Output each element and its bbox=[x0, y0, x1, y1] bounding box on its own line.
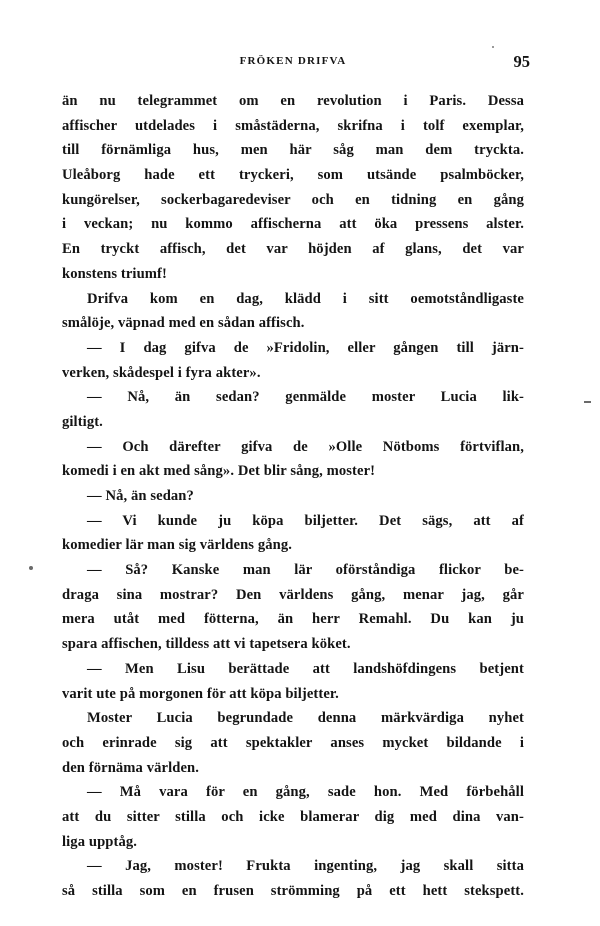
text-line: giltigt. bbox=[62, 413, 103, 430]
text-line: — I dag gifva de »Fridolin, eller gången till järn- bbox=[87, 339, 524, 356]
text-line: så stilla som en frusen strömming på ett hett stekspett. bbox=[62, 883, 524, 899]
text-line: verken, skådespel i fyra akter». bbox=[62, 364, 261, 381]
text-line: Drifva kom en dag, klädd i sitt oemotståndligaste bbox=[87, 290, 524, 307]
text-line: mera utåt med fötterna, än herr Remahl. Du kan ju bbox=[62, 611, 524, 628]
text-line: komedi i en akt med sång». Det blir sång, moster! bbox=[62, 463, 376, 480]
text-line: konstens triumf! bbox=[62, 265, 167, 282]
running-header bbox=[62, 52, 530, 75]
text-line: — Vi kunde ju köpa biljetter. Det sägs, att af bbox=[87, 512, 524, 529]
text-line: smålöje, väpnad med en sådan affisch. bbox=[62, 315, 305, 332]
text-line: — Och därefter gifva de »Olle Nötboms förtviflan, bbox=[87, 438, 524, 455]
print-speck bbox=[492, 46, 494, 48]
text-line: — Nå, än sedan? bbox=[87, 488, 194, 504]
text-line: draga sina mostrar? Den världens gång, menar jag, går bbox=[62, 586, 524, 603]
running-title: FRÖKEN DRIFVA bbox=[239, 55, 347, 67]
body-text bbox=[62, 89, 524, 904]
page-number: 95 bbox=[513, 52, 530, 71]
text-line: Uleåborg hade ett tryckeri, som utsände psalmböcker, bbox=[62, 167, 524, 184]
text-line: En tryckt affisch, det var höjden af glans, det var bbox=[62, 241, 524, 258]
text-line: liga upptåg. bbox=[62, 833, 138, 850]
text-line: i veckan; nu kommo affischerna att öka pressens alster. bbox=[62, 216, 524, 233]
text-line: än nu telegrammet om en revolution i Paris. Dessa bbox=[62, 93, 524, 109]
text-line: spara affischen, tilldess att vi tapetsera köket. bbox=[62, 636, 351, 653]
text-line: till förnämliga hus, men här såg man dem tryckta. bbox=[62, 142, 524, 159]
text-line: — Nå, än sedan? genmälde moster Lucia lik- bbox=[87, 389, 524, 406]
text-line: den förnäma världen. bbox=[62, 759, 199, 776]
text-line: varit ute på morgonen för att köpa biljetter. bbox=[62, 685, 339, 702]
text-line: — Så? Kanske man lär oförståndiga flickor be- bbox=[87, 562, 524, 579]
text-line: komedier lär man sig världens gång. bbox=[62, 537, 292, 554]
text-line: kungörelser, sockerbagaredeviser och en tidning en gång bbox=[62, 191, 524, 208]
text-line: Moster Lucia begrundade denna märkvärdiga nyhet bbox=[87, 710, 524, 727]
margin-mark bbox=[584, 401, 591, 403]
text-line: — Må vara för en gång, sade hon. Med förbehåll bbox=[87, 784, 524, 801]
text-line: att du sitter stilla och icke blamerar dig med dina van- bbox=[62, 808, 524, 825]
text-line: — Men Lisu berättade att landshöfdingens betjent bbox=[87, 660, 524, 677]
margin-dot bbox=[29, 566, 33, 570]
text-line: och erinrade sig att spektakler anses mycket bildande i bbox=[62, 734, 524, 751]
text-line: affischer utdelades i småstäderna, skrifna i tolf exemplar, bbox=[62, 117, 524, 134]
text-line: — Jag, moster! Frukta ingenting, jag skall sitta bbox=[87, 858, 524, 875]
